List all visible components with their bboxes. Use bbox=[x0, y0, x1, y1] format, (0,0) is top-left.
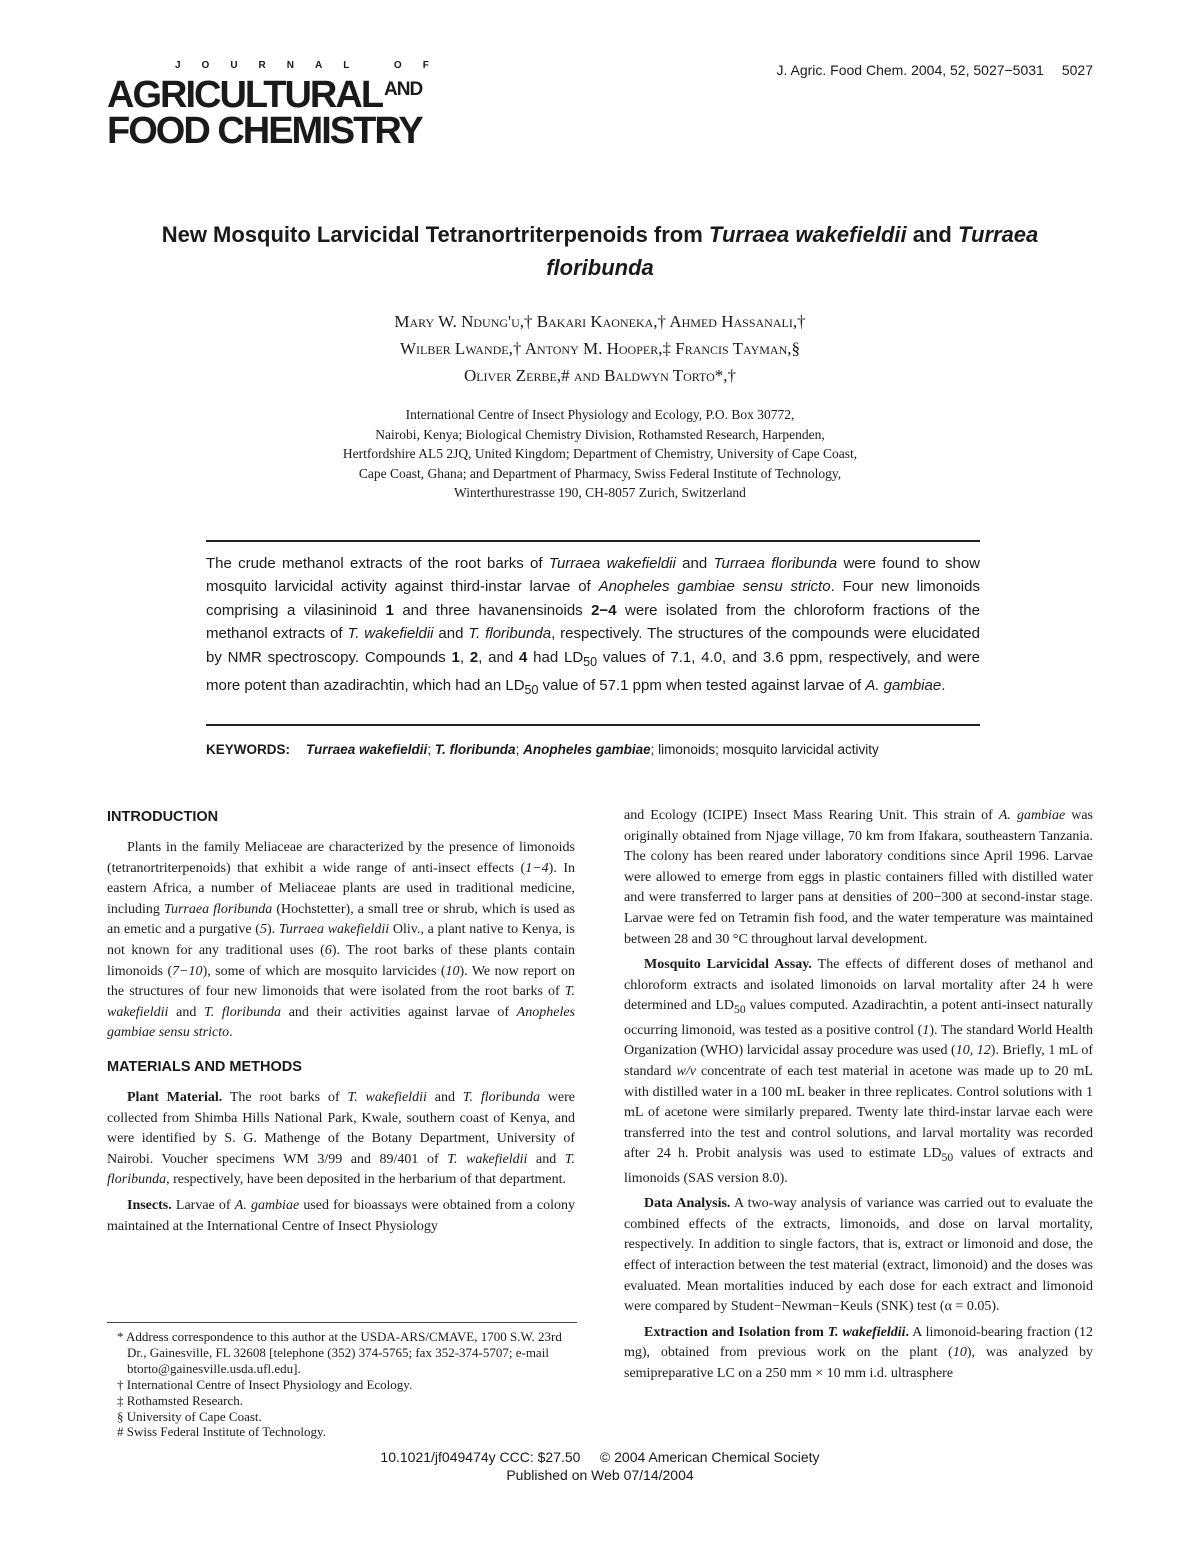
abstract: The crude methanol extracts of the root barks of Turraea wakefieldii and Turraea floribunda were found to show mosquito larvicidal activity against third-instar larvae of Anopheles gambiae sensu stricto. Four new limonoids comprising a vilasininoid 1 and three havanensinoids 2−4 were isolated from the chloroform fractions of the methanol extracts of T. wakefieldii and T. floribunda, respectively. The structures of the compounds were elucidated by NMR spectroscopy. Compounds 1, 2, and 4 had $LD_{50}$ values of 7.1, 4.0, and 3.6 ppm, respectively, and were more potent than azadirachtin, which had an $LD_{50}$ value of 57.1 ppm when tested against larvae of A. gambiae. bbox=[206, 555, 981, 698]
citation-text: J. Agric. Food Chem. 2004, 52, 5027−5031 bbox=[776, 62, 1044, 78]
insects-paragraph: Insects. Larvae of A. gambiae used for bioassays were obtained from a colony maintained at the International Centre of Insect Physiology bbox=[107, 1197, 575, 1234]
footnote: # Swiss Federal Institute of Technology. bbox=[117, 1424, 326, 1440]
affiliation-line: Winterthurestrasse 190, CH-8057 Zurich, Switzerland bbox=[454, 485, 746, 500]
data-analysis-paragraph: Data Analysis. A two-way analysis of variance was carried out to evaluate the combined effects of the extracts, limonoids, and dose on larval mortality, respectively. In addition to single factors, that is, extract or limonoid and dose, the effect of interaction between the test material (extract, limonoid) and the doses was evaluated. Mean mortalities induced by each dose for each extract and limonoid were compared by Student−Newman−Keuls (SNK) test (α = 0.05). bbox=[624, 1196, 1094, 1315]
author-list bbox=[150, 308, 1050, 389]
logo-line1 bbox=[107, 72, 450, 116]
keywords: KEYWORDS: Turraea wakefieldii; T. floribunda; Anopheles gambiae; limonoids; mosquito larvicidal activity bbox=[206, 742, 879, 757]
footnote-rule bbox=[107, 1322, 577, 1323]
plant-material-paragraph: Plant Material. The root barks of T. wakefieldii and T. floribunda were collected from Shimba Hills National Park, Kwale, southern coast of Kenya, and were identified by S. G. Mathenge of the Botany Department, University of Nairobi. Voucher specimens WM 3/99 and 89/401 of T. wakefieldii and T. floribunda, respectively, have been deposited in the herbarium of that department. bbox=[107, 1089, 576, 1188]
keywords-rest: ; limonoids; mosquito larvicidal activity bbox=[650, 742, 879, 757]
extraction-paragraph: Extraction and Isolation from T. wakefieldii. A limonoid-bearing fraction (12 mg), obtained from previous work on the plant (10), was analyzed by semipreparative LC on a 250 mm × 10 mm i.d. ultrasphere bbox=[624, 1324, 1094, 1382]
introduction-heading: INTRODUCTION bbox=[107, 809, 219, 825]
authors-line-2: Wilber Lwande,† Antony M. Hooper,‡ Francis Tayman,§ bbox=[399, 339, 801, 358]
introduction-paragraph: Plants in the family Meliaceae are characterized by the presence of limonoids (tetranortriterpenoids) that exhibit a wide range of anti-insect effects (1−4). In eastern Africa, a number of Meliaceae plants are used in traditional medicine, including Turraea floribunda (Hochstetter), a small tree or shrub, which is used as an emetic and a purgative (5). Turraea wakefieldii Oliv., a plant native to Kenya, is not known for any traditional uses (6). The root barks of these plants contain limonoids (7−10), some of which are mosquito larvicides (10). We now report on the structures of four new limonoids that were isolated from the root barks of T. wakefieldii and T. floribunda and their activities against larvae of Anopheles gambiae sensu stricto. bbox=[107, 840, 575, 1041]
article-title bbox=[140, 218, 1060, 284]
doi-text: 10.1021/jf049474y CCC: $27.50 bbox=[380, 1449, 581, 1465]
left-column bbox=[107, 806, 575, 1237]
footnotes bbox=[107, 1322, 577, 1440]
insects-continued-paragraph: and Ecology (ICIPE) Insect Mass Rearing Unit. This strain of A. gambiae was originally obtained from Njage village, 70 km from Ifakara, southeastern Tanzania. The colony has been reared under laboratory conditions since April 1996. Larvae were allowed to emerge from eggs in plastic containers filled with distilled water and were transferred to larger pans at densities of 200−300 at second-instar stage. Larvae were fed on Tetramin fish food, and the water temperature was maintained between 28 and 30 °C throughout larval development. bbox=[624, 808, 1093, 947]
right-column bbox=[624, 806, 1093, 1385]
logo-and: AND bbox=[384, 79, 423, 100]
keyword: Anopheles gambiae bbox=[523, 742, 651, 757]
authors-line-1: Mary W. Ndung'u,† Bakari Kaoneka,† Ahmed Hassanali,† bbox=[394, 312, 806, 331]
keywords-label: KEYWORDS: bbox=[206, 742, 290, 757]
page-number: 5027 bbox=[1061, 62, 1093, 78]
published-date: Published on Web 07/14/2004 bbox=[506, 1467, 694, 1483]
title-species-2: Turraea floribunda bbox=[546, 222, 1039, 280]
footnote: ‡ Rothamsted Research. bbox=[117, 1392, 243, 1408]
affiliation-line: Nairobi, Kenya; Biological Chemistry Division, Rothamsted Research, Harpenden, bbox=[375, 426, 825, 442]
larvicidal-assay-paragraph: Mosquito Larvicidal Assay. The effects of different doses of methanol and chloroform extracts and isolated limonoids on larval mortality after 24 h were determined and $LD_{50}$ values computed. Azadirachtin, a potent anti-insect naturally occurring limonoid, was tested as a positive control (1). The standard World Health Organization (WHO) larvicidal assay procedure was used (10, 12). Briefly, 1 mL of standard w/v concentrate of each test material in acetone was made up to 20 mL with distilled water in a 100 mL beaker in three replicates. Control solutions with 1 mL of acetone were similarly prepared. Twenty late third-instar larvae each were transferred into the test and control solutions, and larval mortality was recorded after 24 h. Probit analysis was used to estimate $LD_{50}$ values of extracts and limonoids (SAS version 8.0). bbox=[624, 957, 1094, 1186]
copyright-text: © 2004 American Chemical Society bbox=[599, 1449, 820, 1465]
abstract-bottom-rule bbox=[206, 724, 980, 726]
footnote: § University of Cape Coast. bbox=[117, 1408, 262, 1424]
footer-line-1 bbox=[300, 1448, 900, 1466]
title-text-1: New Mosquito Larvicidal Tetranortriterpenoids from bbox=[161, 222, 709, 247]
methods-heading: MATERIALS AND METHODS bbox=[107, 1058, 302, 1075]
footnote: * Address correspondence to this author at the USDA-ARS/CMAVE, 1700 S.W. 23rd Dr., Gainesville, FL 32608 [telephone (352) 374-5765; fax 352-374-5707; e-mail btorto@gainesville.usda.ufl.edu]. bbox=[117, 1329, 562, 1376]
logo-agricultural: AGRICULTURAL bbox=[107, 74, 383, 116]
affiliation-line: Cape Coast, Ghana; and Department of Pharmacy, Swiss Federal Institute of Technology, bbox=[358, 465, 842, 481]
logo-journal-of: JOURNAL OF bbox=[175, 60, 450, 71]
keyword: Turraea wakefieldii bbox=[306, 742, 428, 757]
title-and: and bbox=[906, 222, 958, 247]
journal-logo bbox=[107, 60, 450, 152]
affiliations bbox=[150, 405, 1050, 503]
page-footer bbox=[300, 1448, 900, 1484]
title-species-1: Turraea wakefieldii bbox=[708, 222, 907, 247]
keyword: T. floribunda bbox=[434, 742, 516, 757]
footnote: † International Centre of Insect Physiology and Ecology. bbox=[117, 1376, 413, 1392]
authors-line-3: Oliver Zerbe,# and Baldwyn Torto*,† bbox=[463, 366, 737, 385]
abstract-top-rule bbox=[206, 540, 980, 542]
logo-line2: FOOD CHEMISTRY bbox=[107, 110, 422, 152]
affiliation-line: International Centre of Insect Physiology and Ecology, P.O. Box 30772, bbox=[405, 407, 795, 422]
affiliation-line: Hertfordshire AL5 2JQ, United Kingdom; Department of Chemistry, University of Cape Coast, bbox=[342, 446, 858, 461]
citation-header bbox=[776, 62, 1093, 78]
